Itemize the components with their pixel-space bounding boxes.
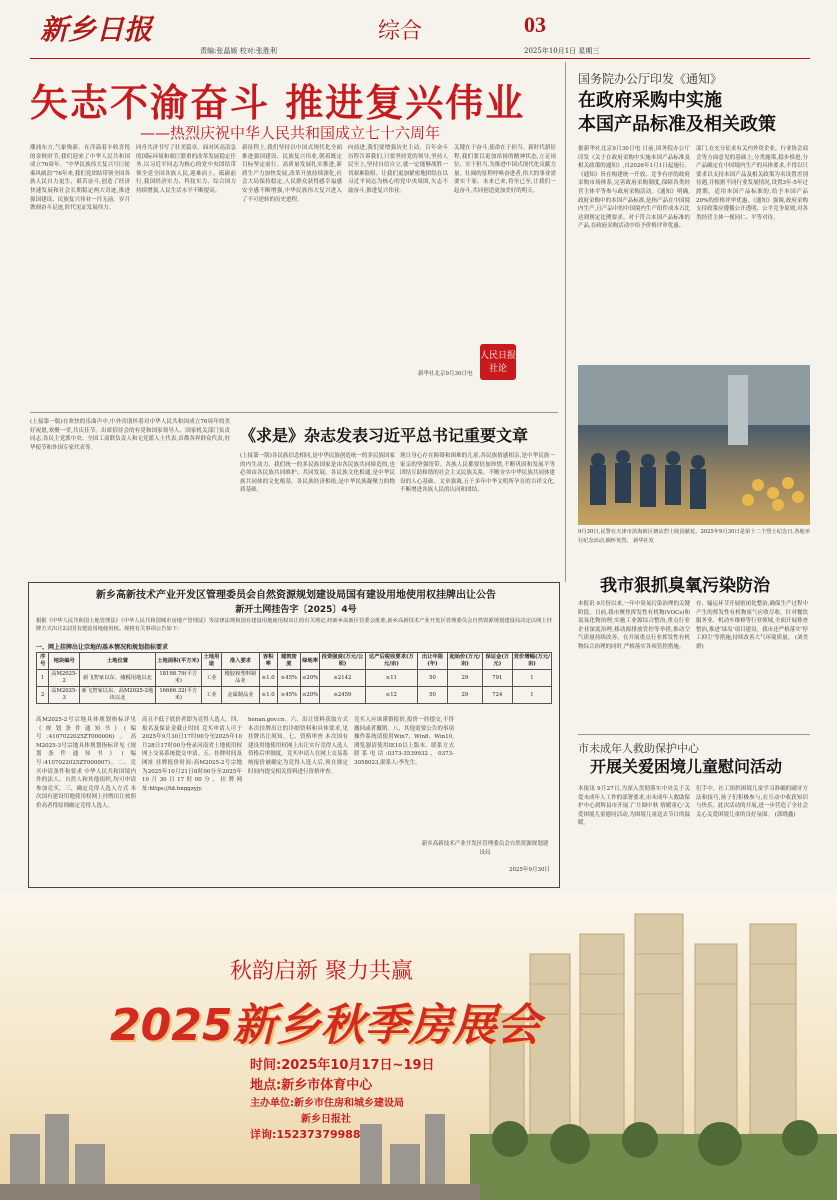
column-header: 保证金(万元)	[482, 653, 512, 670]
ad-host: 主办单位:新乡市住房和城乡建设局	[250, 1098, 404, 1109]
govt-headline-2: 本国产品标准及相关政策	[578, 114, 776, 135]
land-body-1: 高M2025-2号宗地具体规划指标详见《规划条件通知书》(编号:4107022025ZT000006)。高M2025-3号宗地具体规划指标详见《规划条件通知书》(编号:4107022025ZT000007)。二、竞买申请条件和要求 中华人民共和国境内外的法人、自然人和其他组织,均可申请参加竞买。三、确定竞得人选人方式 本次国有建设用地使用权网上挂牌出让按照价高者得原则确定竞得人选人。	[36, 717, 136, 809]
expo-advertisement	[0, 894, 837, 1200]
govt-headline-1: 在政府采购中实施	[578, 90, 722, 111]
table-cell: 50	[418, 670, 448, 687]
cityscape-illustration	[0, 1094, 480, 1200]
lead-headline: 矢志不渝奋斗 推进复兴伟业	[30, 81, 526, 125]
land-body-2: 高且不低于底价者即为竞得人选人。四、报名及保证金截止时间 竞买申请人可于2025年9月30日17时00分至2025年10月28日17时00分登录河南省土地使用权网上交易系统提交申请。五、挂牌时间及网址 挂牌报价时间:高M2025-2号宗地为2025年10月21日8时00分至2025年10月30日17时00分。挂牌网址:https://td.hnggzyjy.	[142, 717, 242, 792]
table-cell: ≤20%	[300, 687, 319, 704]
column-divider	[565, 62, 566, 582]
column-header: 土地面积(平方米)	[156, 653, 202, 670]
table-cell: 工业	[201, 670, 222, 687]
ad-phone: 详询:15237379988	[250, 1128, 361, 1141]
land-parcel-table	[36, 652, 552, 704]
table-cell: ≥11	[365, 670, 417, 687]
table-cell: 50	[418, 687, 448, 704]
table-cell: 18198.79(平方米)	[156, 670, 202, 687]
column-header: 绿地率	[300, 653, 319, 670]
table-cell: ≥2459	[320, 687, 366, 704]
govt-body-2: 部门,在充分征求有关内外资企业、行业协会商会等方面意见的基础上,分类施策,稳步推进,分产品确定在中国境内生产的具体要求,不得以只要求以支持本国产品及相关政策为名设置差别待遇,并根据不同行业发展情况,设置3年-5年过渡期。适用本国产品标准的,给予本国产品20%的价格评审优惠。《通知》强调,政府采购支持政策应遵循公开透明、公平竞争原则,对各类经营主体一视同仁、平等对待。	[696, 146, 808, 221]
pollution-body-1: 本报讯 9月份以来,一年中臭氧污染治理的关键阶段。日前,我市聚焦挥发性有机物(VOCs)和氮氧化物治理,实施工业源综合整治,重点行业企业深度治理,移动源排放管控等举措,推动空气质量持续改善。在开展重点行业挥发性有机物综合治理的同时,严格落实各项管控措施。	[578, 601, 690, 650]
table-cell: ≥45%	[277, 687, 300, 704]
table-cell: 791	[482, 670, 512, 687]
section-rule	[578, 734, 810, 735]
children-headline: 开展关爱困境儿童慰问活动	[590, 757, 783, 776]
page-number: 03	[524, 12, 546, 37]
table-cell: 1	[512, 687, 551, 704]
table-row	[37, 670, 552, 687]
children-kicker: 市未成年人救助保护中心	[578, 742, 699, 755]
children-body-2: 们手中。社工组织困境儿童学习准确的刷牙方法和技巧,孩子们积极参与,在互动中收获知识与快乐。此次活动的开展,进一步营造了全社会关心关爱困境儿童的良好氛围。 (郭晓鑫)	[696, 786, 808, 818]
land-signature: 新乡高新技术产业开发区管理委员会自然资源规划建设局	[421, 841, 549, 856]
ad-slogan: 秋韵启新 聚力共赢	[230, 959, 413, 984]
table-cell: 高M2025-2	[49, 670, 79, 687]
qiushi-col-1: (上接第一版)各民族信念相同,是中华民族创造统一的多民族国家的内生动力。我们统一的多民族国家是由各民族共同缔造的,也必须由各民族共同维护、共同发展。各民族文化相通,是中华民族共同体的文化根基。各民族经济相依,是中华民族凝聚力的物质基础。	[240, 453, 395, 494]
children-body-1: 本报讯 9月27日,为深入贯彻落实中央关于关爱未成年人工作的部署要求,市未成年人救助保护中心到辉县市开展了‘月圆中秋 情暖童心’关爱困境儿童慰问活动,为困境儿童送去节日的温暖。	[578, 786, 690, 827]
column-header: 投资强度(万元/公顷)	[320, 653, 366, 670]
lead-col-4: 向前进,我们要增强历史主动。百年奋斗历程告诉我们,只要坚持党的领导,坚持人民至上,坚持自信自立,就一定能够战胜一切艰难险阻。让我们更加紧密地团结在以习近平同志为核心的党中央周围,矢志不渝奋斗,推进复兴伟业。	[348, 145, 448, 194]
editors-line: 责编:张晶媛 校对:张胜利	[200, 47, 277, 55]
photo-illustration	[578, 365, 810, 525]
table-cell: 724	[482, 687, 512, 704]
land-body-3: henan.gov.cn。六、出让资料获取方式 本次挂牌出让的详细资料和具体要求,见挂牌出让须知。七、资格审查 本次国有建设用地使用权网上出让实行竞得人选人资格后审制度。竞买申请人在网上交易系统报价被确定为竞得人选人后,须在规定时间内提交相关资料进行资格审查。	[248, 717, 348, 775]
table-cell: 金属制品业	[222, 687, 259, 704]
pollution-headline: 我市狠抓臭氧污染防治	[600, 576, 770, 596]
lead-col-2: 同舟共济书写了壮美篇章。面对风高浪急的国际环境和艰巨繁重的改革发展稳定任务,以习近平同志为核心的党中央团结带领全党全国各族人民,迎难而上、砥砺前行,我国经济实力、科技实力、综合国力持续增强,人民生活水平不断提高。	[136, 145, 236, 194]
land-table	[36, 652, 552, 704]
column-header: 起始价(万元/亩)	[447, 653, 482, 670]
ad-place: 地点:新乡市体育中心	[250, 1078, 373, 1093]
table-cell: ≥1.0	[259, 670, 277, 687]
table-cell: ≥1.0	[259, 687, 277, 704]
table-cell: 1	[512, 670, 551, 687]
section-rule	[30, 412, 558, 413]
header-rule	[30, 58, 810, 59]
lead-col-1: 潮涌东方,气象焕新。在洋溢着丰收喜悦的金秋时节,我们迎来了中华人民共和国成立76周年。“中华民族伟大复兴号巨轮乘风破浪”76年来,我们党团结带领全国各族人民自力更生、艰苦奋斗,创造了经济快速发展和社会长期稳定两大奇迹,推进强国建设、民族复兴伟业一往无前。岁月镌刻奋斗足迹,时代见证发展伟力。	[30, 145, 130, 212]
table-cell: 29	[447, 670, 482, 687]
table-cell: 新飞智家以东、储税用地以北	[79, 670, 155, 687]
table-row	[37, 687, 552, 704]
land-subtitle: 新开土网挂告字〔2025〕4号	[235, 605, 357, 615]
column-header: 序号	[37, 653, 49, 670]
column-header: 准入要求	[222, 653, 259, 670]
section-title: 综合	[378, 19, 423, 44]
table-cell: 1	[37, 670, 49, 687]
column-header: 建筑密度	[277, 653, 300, 670]
govt-body-1: 据新华社北京9月30日电 日前,国务院办公厅印发《关于在政府采购中实施本国产品标准及相关政策的通知》,自2026年1月1日起施行。《通知》旨在构建统一开放、竞争有序的政府采购市场体系,完善政府采购制度,保障各类经营主体平等参与政府采购活动。《通知》明确,政府采购中的本国产品标准,是指产品在中国境内生产,且产品中的中国境内生产组件成本占比达到规定比例要求。对于符合本国产品标准的产品,在政府采购活动中给予价格评审优惠。	[578, 146, 690, 230]
lead-subhead: ——热烈庆祝中华人民共和国成立七十六周年	[140, 124, 441, 142]
table-header-row	[37, 653, 552, 670]
land-intro: 根据《中华人民共和国土地管理法》《中华人民共和国城市房地产管理法》等法律法规和国有建设用地使用权出让的有关规定,经新乡高新区管委会批准,新乡高新技术产业开发区管理委员会自然资源规划建设局决定以网上挂牌方式出让2宗国有建设用地使用权。现将有关事项公告如下:	[36, 618, 552, 632]
land-headline: 新乡高新技术产业开发区管理委员会自然资源规划建设局国有建设用地使用权挂牌出让公告	[96, 590, 496, 601]
editorial-stamp: 人民日报社论	[480, 344, 516, 380]
table-cell: ≤20%	[300, 670, 319, 687]
lead-col-3: 新征程上,我们坚持以中国式现代化全面推进强国建设、民族复兴伟业,朝着既定目标坚定前行。高质量发展扎实推进,新质生产力加快发展,改革开放持续深化,社会大局保持稳定,人民群众获得感幸福感安全感不断增强,中华民族伟大复兴进入了不可逆转的历史进程。	[242, 145, 342, 203]
lead-col-5: 关键在于奋斗,使命在于担当。新时代新征程,我们要以更加昂扬的精神状态,立足岗位、实干担当,为推进中国式现代化贡献力量。壮阔的征程呼唤奋进者,伟大的事业需要实干家。未来已来,将至已至,让我们一起奋斗,共同创造更加美好的明天。	[454, 145, 556, 194]
continued-article: (上接第一版)在欢快的乐曲声中,中外宾朋怀着对中华人民共和国成立76周年的美好祝愿,欢聚一堂,共庆佳节。出席招待会的有党和国家领导人、国家机关部门负责同志,各民主党派中央、全国工商联负责人和无党派人士代表,首都各界群众代表,驻华使节和外国专家代表等。	[30, 419, 230, 451]
qiushi-headline: 《求是》杂志发表习近平总书记重要文章	[240, 426, 529, 445]
qiushi-col-2: 现日身心存在障碍和困难的儿童,各民族情感相亲,是中华民族一家亲的坚强纽带。各族人民都要倍加珍惜,不断巩固和发展平等团结互助和谐的社会主义民族关系。不断夯实中华民族共同体建设的人心基础。文章强调,五千多年中华文明所孕育的吉祥文化,不断增进各族人民的认同和团结。	[400, 453, 555, 494]
ad-title: 2025新乡秋季房展会	[110, 1000, 541, 1051]
table-cell: 新飞智家以东、高M2025-2地块以北	[79, 687, 155, 704]
ad-time: 时间:2025年10月17日~19日	[250, 1058, 435, 1073]
table-cell: ≥2142	[320, 670, 366, 687]
ad-co-host: 新乡日报社	[301, 1114, 351, 1125]
table-body	[37, 670, 552, 704]
column-header: 地块编号	[49, 653, 79, 670]
issue-date: 2025年10月1日 星期三	[524, 47, 600, 55]
table-cell: 橡胶和塑料制品业	[222, 670, 259, 687]
table-cell: 高M2025-3	[49, 687, 79, 704]
table-cell: 16666.32(平方米)	[156, 687, 202, 704]
column-header: 出让年限(年)	[418, 653, 448, 670]
column-header: 达产后税收要求(万元/亩)	[365, 653, 417, 670]
land-table-title: 一、网上挂牌出让宗地的基本情况和规划指标要求	[36, 644, 169, 651]
memorial-photo	[578, 365, 810, 525]
table-cell: ≥45%	[277, 670, 300, 687]
table-cell: 29	[447, 687, 482, 704]
column-header: 竞价增幅(万元/亩)	[512, 653, 551, 670]
newspaper-logo: 新乡日报	[40, 13, 153, 46]
column-header: 土地用途	[201, 653, 222, 670]
table-cell: 工业	[201, 687, 222, 704]
table-cell: 2	[37, 687, 49, 704]
land-body-4: 竞买人应该谨慎报价,报价一经提交,不得撤回或者撤销。八、其他需要公告的事项 操作系统请使用Win7、Win8、Win10,浏览器请使用IE10以上版本。联系方式 联系电话:0373-3539932、0373-3058023,联系人:李先生。	[354, 717, 454, 766]
lead-source: 新华社北京9月30日电	[418, 371, 473, 377]
column-header: 土地位置	[79, 653, 155, 670]
govt-kicker: 国务院办公厅印发《通知》	[578, 72, 723, 86]
photo-caption: 9月30日,民警在天津市滨海新区塘沽烈士陵园献花。2025年9月30日是第十二个烈士纪念日,各地举行纪念活动,缅怀英烈。 新华社发	[578, 529, 810, 544]
column-header: 容积率	[259, 653, 277, 670]
table-cell: ≥12	[365, 687, 417, 704]
land-sign-date: 2025年9月30日	[509, 867, 550, 873]
pollution-body-2: 存、输运环节开展密闭化整治,确保生产过程中产生的挥发性有机物废气应收尽收。针对餐饮服务业、机动车维修等行业领域,全面开展排查整治,推进‘绿岛’项目建设。我市还严格落实‘停工抑尘’等措施,持续改善大气环境质量。 (刘美群)	[696, 601, 808, 650]
